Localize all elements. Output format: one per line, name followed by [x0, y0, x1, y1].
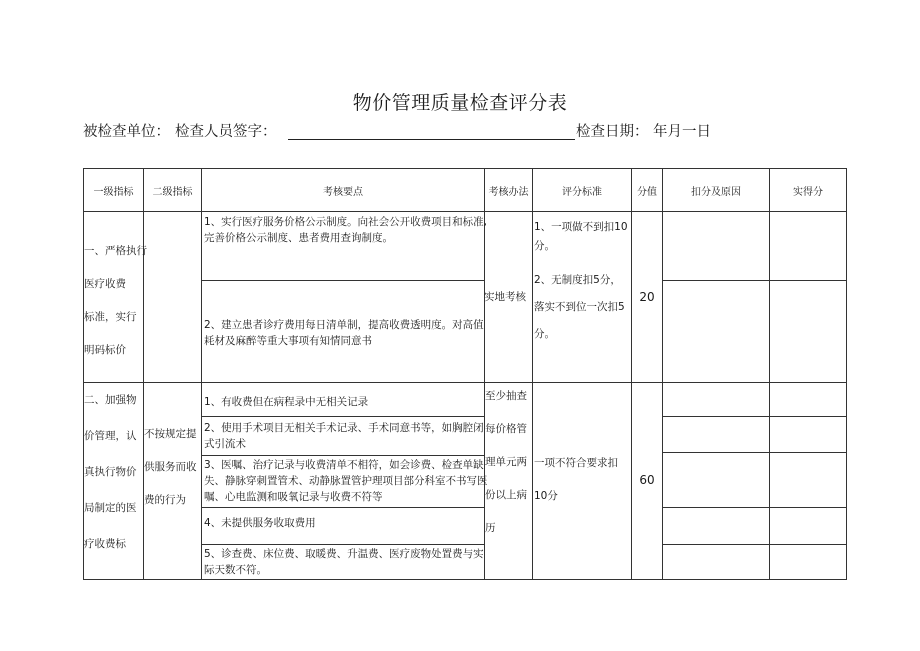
header-key-points: 考核要点 — [323, 187, 363, 198]
section2-level1: 二、加强物 价管理，认 真执行物价 局制定的医 疗收费标 — [84, 394, 137, 550]
section1-method: 实地考核 — [484, 291, 526, 303]
inspector-signature-label: 检查人员签字： — [175, 124, 277, 140]
section1-point-1: 1、实行医疗服务价格公示制度。向社会公开收费项目和标准, 完善价格公示制度、患者费用查询制度。 — [204, 216, 488, 244]
header-level1: 一级指标 — [93, 187, 134, 198]
page-title: 物价管理质量检查评分表 — [352, 92, 568, 114]
header-method: 考核办法 — [488, 187, 529, 198]
section2-method: 至少抽查 每价格管 理单元两 份以上病 历 — [485, 390, 527, 534]
section2-point-5: 5、诊查费、床位费、取暖费、升温费、医疗废物处置费与实 际天数不符。 — [204, 548, 484, 576]
header-criteria: 评分标准 — [562, 187, 602, 198]
signature-line[interactable] — [288, 139, 575, 140]
header-actual-score: 实得分 — [793, 187, 823, 198]
section2-point-3: 3、医嘱、治疗记录与收费清单不相符，如会诊费、检查单缺 失、静脉穿刺置管术、动静脉置管护理项目部分科室不书写医 嘱、心电监测和吸氧记录与收费不符等 — [204, 459, 488, 503]
section2-point-1: 1、有收费但在病程录中无相关记录 — [204, 396, 369, 408]
inspection-date-label: 检查日期： — [576, 124, 649, 140]
section1-level1: 一、严格执行 医疗收费 标准，实行 明码标价 — [84, 245, 147, 356]
inspection-date-value: 年月一日 — [653, 124, 711, 140]
inspected-unit-label: 被检查单位： — [83, 124, 170, 140]
section2-point-4: 4、未提供服务收取费用 — [204, 517, 316, 529]
section2-score: 60 — [639, 473, 655, 487]
section2-point-2: 2、使用手术项目无相关手术记录、手术同意书等，如胸腔闭 式引流术 — [204, 422, 484, 450]
section1-score: 20 — [639, 290, 655, 304]
section2-level2: 不按规定提 供服务而收 费的行为 — [144, 428, 197, 506]
header-level2: 二级指标 — [152, 187, 193, 198]
section1-criteria: 1、一项做不到扣10 分。 2、无制度扣5分， 落实不到位一次扣5 分。 — [534, 221, 628, 340]
header-deduction: 扣分及原因 — [691, 187, 741, 198]
section1-point-2: 2、建立患者诊疗费用每日清单制，提高收费透明度。对高值 耗材及麻醉等重大事项有知情同意书 — [204, 319, 484, 347]
header-score: 分值 — [637, 187, 657, 198]
section2-criteria: 一项不符合要求扣 10分 — [534, 457, 618, 502]
